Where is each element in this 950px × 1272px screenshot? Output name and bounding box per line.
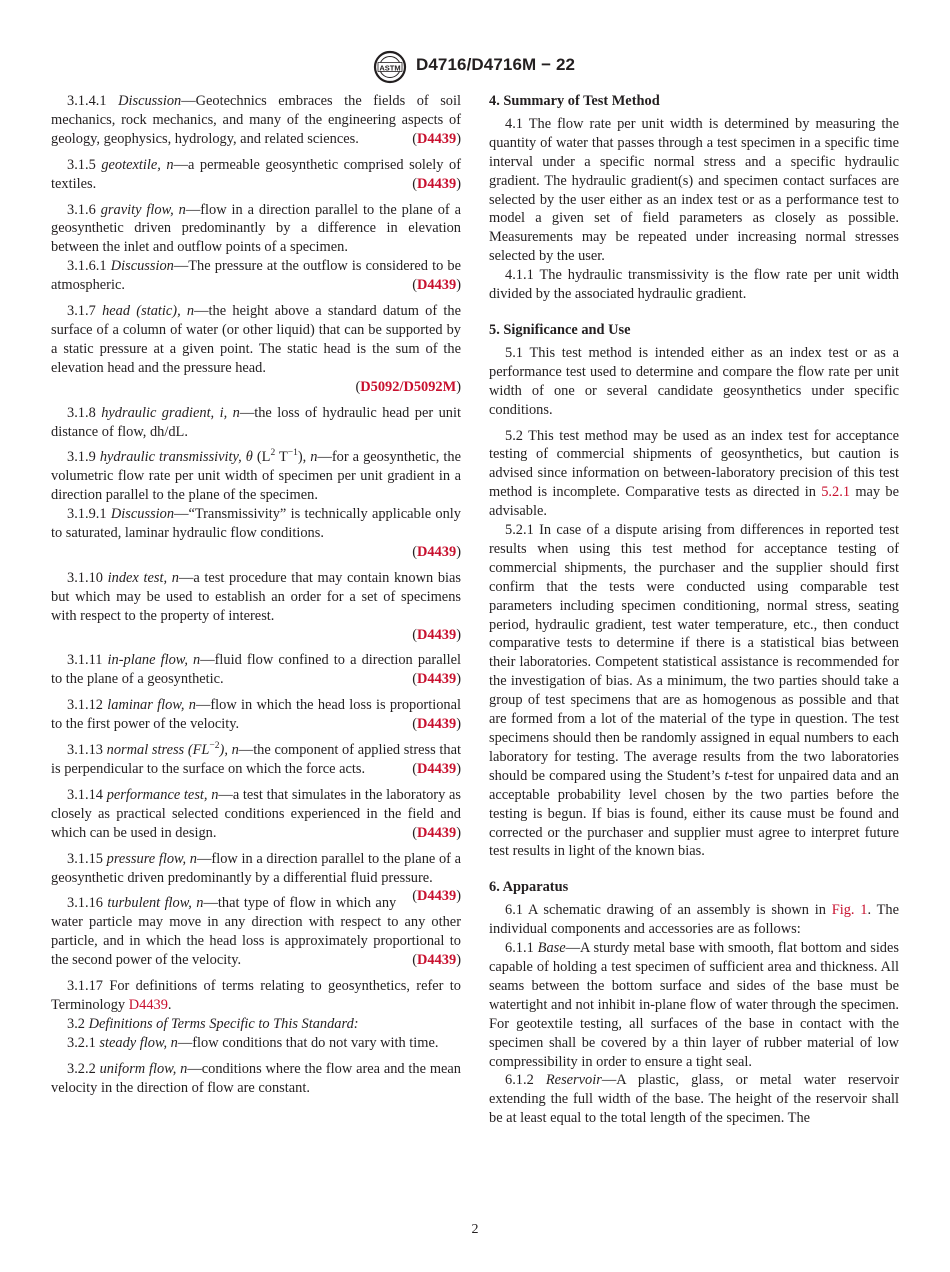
ref-link[interactable]: D4439	[417, 543, 457, 560]
right-column	[489, 92, 899, 1128]
section-heading-5: 5. Significance and Use	[489, 321, 631, 338]
section-3-1-6: 3.1.6 gravity flow, n—flow in a direction parallel to the plane of a geosynthetic driven predominantly by a difference in elevation between the inlet and outflow points of a specimen.	[51, 201, 461, 256]
section-6-1-1: 6.1.1 Base—A sturdy metal base with smooth, flat bottom and sides capable of holding a test specimen of sufficient area and thickness. All seams between the bottom surface and sides of the base must be watertight and not inhibit in-plane flow of water through the specimen. For geotextile testing, all surfaces of the base in contact with the specimen shall be covered by a thin layer of rubber material of low compressibility in order to ensure a tight seal.	[489, 940, 899, 1070]
svg-text:ASTM: ASTM	[379, 63, 401, 73]
section-3-1-14: 3.1.14 performance test, n—a test that simulates in the laboratory as closely as practical selected conditions experienced in the field and which can be used in design. (D4439)	[51, 786, 461, 841]
section-3-2-1: 3.2.1 steady flow, n—flow conditions that do not vary with time.	[67, 1034, 439, 1051]
section-6-1-2: 6.1.2 Reservoir—A plastic, glass, or metal water reservoir extending the full width of the base. The height of the reservoir shall be at least equal to the total length of the specimen. The	[489, 1072, 899, 1127]
section-5-1: 5.1 This test method is intended either as an index test or as a performance test used to determine and compare the flow rate per unit width of one or several candidate geosynthetics under specific conditions.	[489, 344, 899, 418]
document-id: D4716/D4716M − 22	[416, 55, 576, 74]
section-4-1-1: 4.1.1 The hydraulic transmissivity is the flow rate per unit width divided by the associated hydraulic gradient.	[489, 267, 899, 303]
section-heading-4: 4. Summary of Test Method	[489, 93, 660, 109]
left-column	[51, 92, 461, 1105]
ref-link[interactable]: D5092/D5092M	[360, 378, 457, 395]
section-5-2: 5.2 This test method may be used as an index test for acceptance testing of commercial shipments of geosynthetics, but caution is advised since information on between-laboratory precision of this test method is incomplete. Comparative tests as directed in 5.2.1 may be advisable.	[489, 427, 899, 520]
ref-link[interactable]: D4439	[417, 952, 457, 969]
section-5-2-1: 5.2.1 In case of a dispute arising from differences in reported test results when using this test method for acceptance testing of commercial shipments, the purchaser and the supplier should first confirm that the tests were conducted using comparable test parameters including specimen conditioning, normal stress, seating period, hydraulic gradient, test water temperature, etc., then conduct comparative tests to determine if there is a statistical bias between their laboratories. Competent statistical assistance is recommended for the investigation of bias. As a minimum, the two parties should take a group of test specimens that are as homogenous as possible and that are formed from a lot of the material of the type in question. The test specimens should then be randomly assigned in equal numbers to each laboratory for testing. The average results from the two laboratories should be compared using the Student’s t-test for unpaired data and an acceptable probability level chosen by the two parties before the testing is begun. If bias is found, either its cause must be found and corrected or the purchaser and supplier must agree to interpret future test results in light of the known bias.	[489, 522, 899, 860]
ref-link[interactable]: 5.2.1	[821, 484, 851, 501]
ref-link[interactable]: D4439	[417, 888, 457, 905]
ref-link[interactable]: D4439	[417, 175, 457, 192]
figure-link[interactable]: Fig. 1	[831, 902, 868, 919]
ref-link[interactable]: D4439	[417, 671, 457, 688]
ref-link[interactable]: D4439	[128, 996, 168, 1013]
section-3-1-9-1: 3.1.9.1 Discussion—“Transmissivity” is technically applicable only to saturated, laminar hydraulic flow conditions. (D4439)	[51, 506, 461, 560]
astm-logo-icon	[372, 50, 408, 84]
section-3-2: 3.2 Definitions of Terms Specific to This Standard:	[67, 1015, 359, 1032]
section-3-1-8: 3.1.8 hydraulic gradient, i, n—the loss of hydraulic head per unit distance of flow, dh/dL.	[51, 404, 461, 440]
section-3-1-10: 3.1.10 index test, n—a test procedure that may contain known bias but which may be used to establish an order for a set of specimens with respect to the property of interest. (D4439)	[51, 569, 462, 643]
section-3-1-9: 3.1.9 hydraulic transmissivity, θ ($L^2$ $T^{-1}$), n—for a geosynthetic, the volumetric flow rate per unit width of specimen per unit gradient in a direction parallel to the plane of the specimen.	[51, 448, 462, 504]
section-4-1: 4.1 The flow rate per unit width is determined by measuring the quantity of water that passes through a test specimen in a specific time interval under a specific normal stress and a specific hydraulic gradient. The hydraulic gradient(s) and specimen contact surfaces are selected by the user either as an index test or as a performance test to model a given set of field parameters as closely as possible. Measurements may be repeated under increasing normal stresses selected by the user.	[489, 115, 899, 265]
section-3-2-2: 3.2.2 uniform flow, n—conditions where the flow area and the mean velocity in the direction of flow are constant.	[51, 1060, 461, 1096]
section-3-1-17: 3.1.17 For definitions of terms relating to geosynthetics, refer to Terminology D4439.	[51, 978, 461, 1013]
section-3-1-16: 3.1.16 turbulent flow, n—that type of flow in which any water particle may move in any direction with respect to any other particle, and in which the head loss is approximately proportional to the second power of the velocity. (D4439)	[51, 895, 461, 969]
ref-link[interactable]: D4439	[417, 761, 457, 777]
ref-link[interactable]: D4439	[417, 824, 457, 841]
section-3-1-11: 3.1.11 in-plane flow, n—fluid flow confined to a direction parallel to the plane of a geosynthetic. (D4439)	[51, 652, 461, 688]
ref-link[interactable]: D4439	[417, 277, 457, 294]
ref-link[interactable]: D4439	[417, 626, 457, 643]
ref-link[interactable]: D4439	[417, 716, 457, 733]
section-heading-6: 6. Apparatus	[489, 879, 569, 896]
section-3-1-15: 3.1.15 pressure flow, n—flow in a direction parallel to the plane of a geosynthetic driven predominantly by a differential fluid pressure. (D4439)	[51, 850, 461, 905]
section-3-1-13: 3.1.13 normal stress $(FL^{-2})$, n—the component of applied stress that is perpendicular to the surface on which the force acts. (D4439)	[51, 741, 461, 777]
page-number: 2	[471, 1222, 479, 1237]
section-3-1-6-1: 3.1.6.1 Discussion—The pressure at the outflow is considered to be atmospheric. (D4439)	[51, 258, 462, 294]
section-3-1-7: 3.1.7 head (static), n—the height above a standard datum of the surface of a column of water (or other liquid) that can be supported by a static pressure at a given point. The static head is the sum of the elevation head and the pressure head. (D5092/D5092M)	[51, 303, 461, 395]
section-3-1-5: 3.1.5 geotextile, n—a permeable geosynthetic comprised solely of textiles. (D4439)	[51, 156, 461, 192]
section-6-1: 6.1 A schematic drawing of an assembly is shown in Fig. 1. The individual components and accessories are as follows:	[489, 902, 899, 938]
section-3-1-4-1: 3.1.4.1 Discussion—Geotechnics embraces the fields of soil mechanics, rock mechanics, and many of the engineering aspects of geology, geophysics, hydrology, and related sciences. (D4439)	[51, 93, 462, 147]
section-3-1-12: 3.1.12 laminar flow, n—flow in which the head loss is proportional to the first power of the velocity. (D4439)	[51, 697, 461, 733]
ref-link[interactable]: D4439	[417, 130, 457, 147]
page-header	[0, 50, 950, 84]
